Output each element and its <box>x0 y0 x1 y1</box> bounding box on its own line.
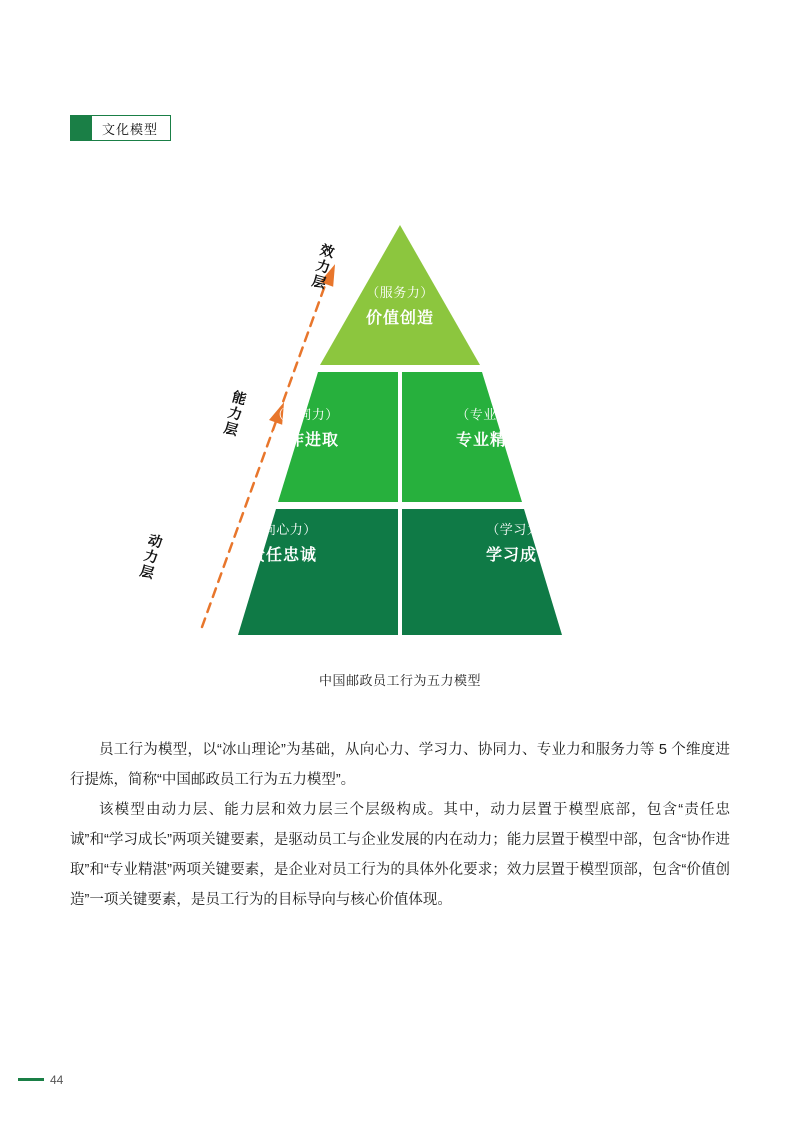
pyramid-label-top-main: 价值创造 <box>365 309 434 327</box>
pyramid-block-bottom-left <box>238 509 398 635</box>
body-text <box>70 735 730 915</box>
pyramid-label-bottom-left-sub: （向心力） <box>249 522 317 537</box>
pyramid-label-bottom-right-sub: （学习力） <box>486 522 554 537</box>
footer-rule <box>18 1078 44 1081</box>
pyramid-block-bottom-right <box>402 509 562 635</box>
layer-name-nengli: 能力层 <box>221 388 249 440</box>
pyramid-block-middle-right <box>402 372 522 502</box>
pyramid-label-bottom-left-main: 责任忠诚 <box>248 546 317 564</box>
section-tag-label: 文化模型 <box>92 115 171 141</box>
section-tag <box>70 115 171 141</box>
pyramid-label-top-sub: （服务力） <box>366 285 434 300</box>
pyramid-label-bottom-right-main: 学习成长 <box>485 546 554 564</box>
pyramid-label-middle-right-sub: （专业力） <box>456 407 524 422</box>
body-paragraph-2: 该模型由动力层、能力层和效力层三个层级构成。其中，动力层置于模型底部，包含“责任忠诚”和“学习成长”两项关键要素，是驱动员工与企业发展的内在动力；能力层置于模型中部，包含“协作进取”和“专业精湛”两项关键要素，是企业对员工行为的具体外化要求；效力层置于模型顶部，包含“价值创造”一项关键要素，是员工行为的目标导向与核心价值体现。 <box>70 802 730 908</box>
diagram-caption: 中国邮政员工行为五力模型 <box>318 673 481 688</box>
section-tag-bar <box>70 115 92 141</box>
pyramid-label-middle-left-sub: （协同力） <box>271 407 339 422</box>
body-paragraph-1: 员工行为模型，以“冰山理论”为基础，从向心力、学习力、协同力、专业力和服务力等 5 个维度进行提炼，简称“中国邮政员工行为五力模型”。 <box>70 742 730 788</box>
page-number: 44 <box>50 1073 64 1087</box>
pyramid-label-middle-right-main: 专业精湛 <box>455 431 524 449</box>
layer-name-xiaoli: 效力层 <box>309 241 337 293</box>
pyramid-block-top <box>320 225 480 365</box>
pyramid-diagram <box>137 215 650 688</box>
pyramid-label-middle-left-main: 协作进取 <box>270 431 339 449</box>
pyramid-graphic <box>150 215 650 665</box>
pyramid-block-middle-left <box>278 372 398 502</box>
layer-name-dongli: 动力层 <box>137 531 165 583</box>
